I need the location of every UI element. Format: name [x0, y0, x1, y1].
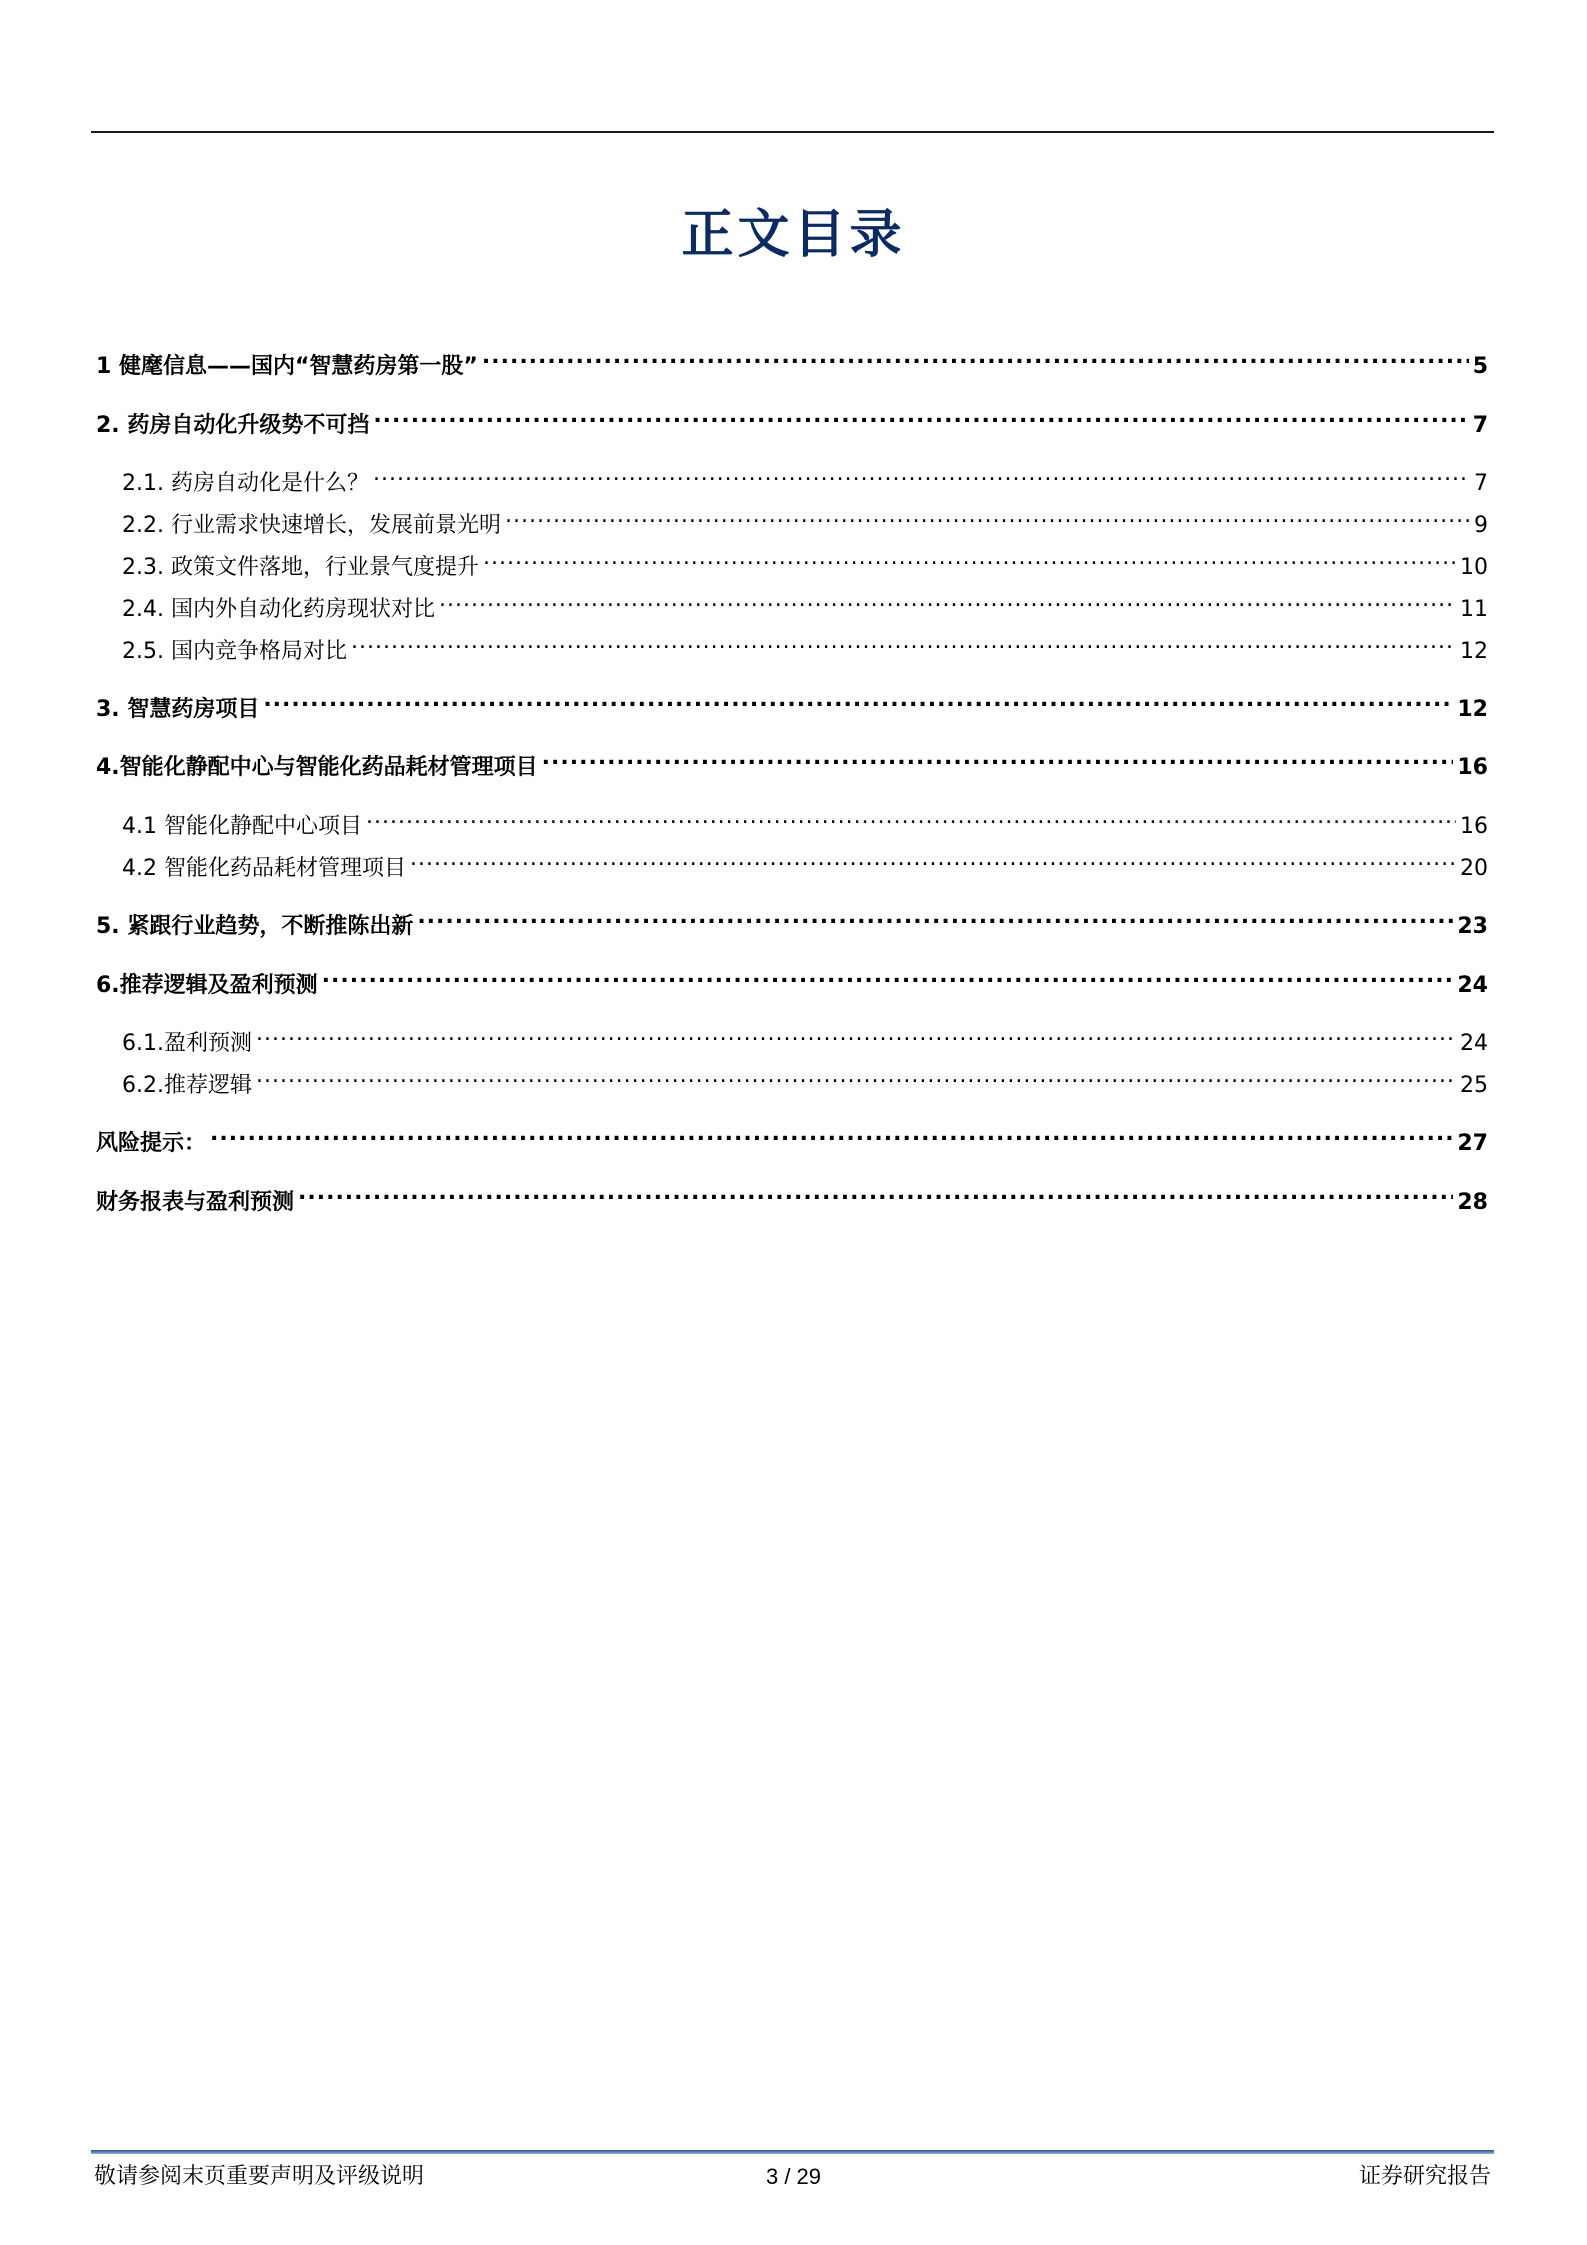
toc-entry[interactable]: [96, 542, 1488, 580]
toc-leader: [298, 1177, 1453, 1209]
toc-leader: [373, 458, 1470, 490]
toc-leader: [483, 542, 1456, 574]
toc-entry[interactable]: [96, 1118, 1488, 1156]
toc-entry-page: 23: [1457, 914, 1488, 939]
toc-entry[interactable]: [96, 400, 1488, 438]
toc-entry-text: 财务报表与盈利预测: [96, 1190, 295, 1215]
toc-entry-page: 12: [1460, 639, 1488, 664]
toc-entry-text: 4.智能化静配中心与智能化药品耗材管理项目: [96, 755, 538, 780]
toc-leader: [410, 843, 1456, 875]
toc-entry-page: 27: [1457, 1131, 1488, 1156]
toc-entry-text: 风险提示：: [96, 1131, 207, 1156]
toc-leader: [351, 626, 1456, 658]
toc-leader: [256, 1018, 1456, 1050]
footer-rule: [91, 2150, 1494, 2154]
toc-entry[interactable]: [96, 1060, 1488, 1098]
toc-entry-text: 1 健麾信息——国内“智慧药房第一股”: [96, 354, 478, 379]
toc-entry[interactable]: [96, 684, 1488, 722]
toc-leader: [482, 341, 1469, 373]
toc-entry-text: 2.2. 行业需求快速增长，发展前景光明: [122, 513, 501, 538]
toc-entry-text: 6.2.推荐逻辑: [122, 1073, 252, 1098]
toc-entry[interactable]: [96, 742, 1488, 780]
toc-entry-page: 16: [1457, 755, 1488, 780]
toc-leader: [210, 1118, 1453, 1150]
footer-doc-type: 证券研究报告: [1358, 2164, 1491, 2189]
toc-entry[interactable]: [96, 1018, 1488, 1056]
toc-entry[interactable]: [96, 458, 1488, 496]
toc-entry-page: 7: [1472, 413, 1488, 438]
toc-entry[interactable]: [96, 801, 1488, 839]
toc-leader: [439, 584, 1456, 616]
toc-entry-text: 2. 药房自动化升级势不可挡: [96, 413, 370, 438]
toc-entry-text: 2.5. 国内竞争格局对比: [122, 639, 347, 664]
toc-entry-text: 2.1. 药房自动化是什么？: [122, 471, 369, 496]
toc-title: 正文目录: [681, 204, 906, 265]
toc-entry-page: 11: [1460, 597, 1488, 622]
toc-entry[interactable]: [96, 843, 1488, 881]
toc-entry[interactable]: [96, 626, 1488, 664]
toc-entry-page: 12: [1457, 697, 1488, 722]
toc-entry-page: 5: [1472, 354, 1488, 379]
toc-leader: [263, 684, 1453, 716]
toc-entry[interactable]: [96, 1177, 1488, 1215]
toc-entry-page: 25: [1460, 1073, 1488, 1098]
toc-entry-page: 7: [1474, 471, 1488, 496]
header-rule: [91, 131, 1494, 133]
toc-leader: [256, 1060, 1456, 1092]
toc-entry-page: 28: [1457, 1190, 1488, 1215]
toc-leader: [322, 960, 1454, 992]
toc-entry-page: 24: [1457, 973, 1488, 998]
toc-entry[interactable]: [96, 500, 1488, 538]
toc-entry-page: 10: [1460, 555, 1488, 580]
toc-leader: [373, 400, 1468, 432]
toc-entry[interactable]: [96, 960, 1488, 998]
toc-leader: [542, 742, 1454, 774]
toc-leader: [505, 500, 1470, 532]
toc-leader: [417, 901, 1453, 933]
toc-entry-page: 20: [1460, 856, 1488, 881]
toc-entry-text: 4.1 智能化静配中心项目: [122, 814, 362, 839]
toc-entry-page: 16: [1460, 814, 1488, 839]
toc-leader: [366, 801, 1456, 833]
toc-entry-text: 5. 紧跟行业趋势，不断推陈出新: [96, 914, 414, 939]
toc-entry-text: 6.1.盈利预测: [122, 1031, 252, 1056]
page-indicator: 3 / 29: [765, 2164, 822, 2189]
toc-entry[interactable]: [96, 584, 1488, 622]
toc-entry[interactable]: [96, 901, 1488, 939]
toc-entry-text: 2.4. 国内外自动化药房现状对比: [122, 597, 435, 622]
toc-entry-text: 4.2 智能化药品耗材管理项目: [122, 856, 406, 881]
toc-entry-page: 24: [1460, 1031, 1488, 1056]
toc-entry-text: 6.推荐逻辑及盈利预测: [96, 973, 318, 998]
toc-entry[interactable]: [96, 341, 1488, 379]
toc-entry-page: 9: [1474, 513, 1488, 538]
toc-entry-text: 3. 智慧药房项目: [96, 697, 260, 722]
toc-entry-text: 2.3. 政策文件落地，行业景气度提升: [122, 555, 479, 580]
footer-disclaimer: 敬请参阅末页重要声明及评级说明: [94, 2164, 425, 2189]
